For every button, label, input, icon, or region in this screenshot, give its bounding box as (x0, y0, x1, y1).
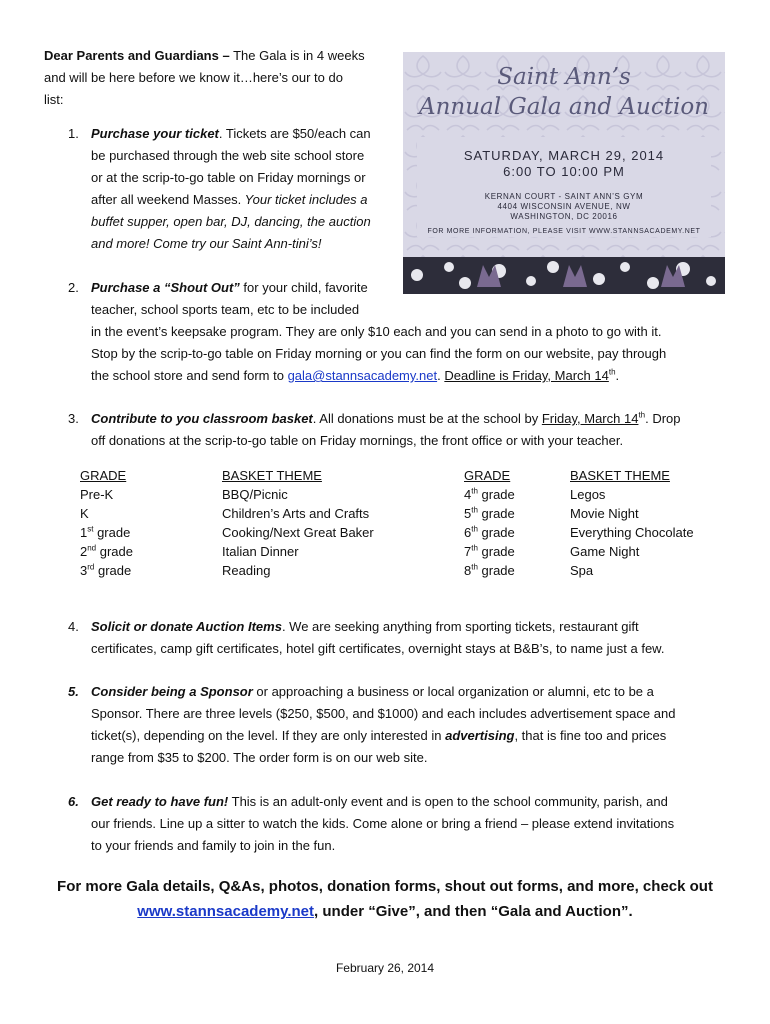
item-6-number: 6. (68, 794, 79, 809)
theme-cell: Spa (570, 563, 594, 578)
item-3-number: 3. (68, 411, 79, 426)
item-4-heading: Solicit or donate Auction Items (91, 619, 282, 634)
deadline-text: Deadline is Friday, March 14 (444, 368, 609, 383)
invitation-card-image (403, 52, 725, 294)
item-1-line-6: and more! Come try our Saint Ann-tini’s! (91, 236, 322, 251)
basket-theme-col-left (222, 466, 374, 580)
item-2-line-3: in the event’s keepsake program. They are only $10 each and you can send in a photo to go with it. (91, 324, 662, 339)
item-5-line-3 (91, 727, 666, 745)
item-6-line-3: to your friends and family to join in the fun. (91, 838, 336, 853)
card-venue: KERNAN COURT - SAINT ANN’S GYM (484, 192, 644, 201)
item-1-text: after all weekend Masses. (91, 192, 242, 207)
grade-cell: Pre-K (80, 487, 114, 502)
grade-cell: K (80, 506, 89, 521)
card-title-line-1: Saint Ann’s (497, 64, 631, 90)
item-1-text: . Tickets are $50/each can (218, 126, 371, 141)
item-4-number: 4. (68, 619, 79, 634)
item-1-line-2: be purchased through the web site school store (91, 148, 365, 163)
theme-cell: Cooking/Next Great Baker (222, 525, 374, 540)
item-2-line-2: teacher, school sports team, etc to be included (91, 302, 360, 317)
item-2-line-1 (91, 279, 368, 297)
item-1-line-4 (91, 191, 368, 209)
item-1-heading: Purchase your ticket (91, 126, 219, 141)
item-1-line-1 (91, 125, 371, 143)
item-2-text: . (437, 368, 445, 383)
drop-off-date: Friday, March 14 (541, 411, 639, 426)
grade-header: GRADE (80, 468, 127, 483)
item-3-text: . All donations must be at the school by (312, 411, 542, 426)
card-info: FOR MORE INFORMATION, PLEASE VISIT WWW.STANNSACADEMY.NET (427, 228, 701, 235)
basket-grade-col-left (80, 466, 133, 580)
intro-line-2: and will be here before we know it…here’s our to do (44, 70, 343, 85)
item-5-line-4: range from $35 to $200. The order form is on our web site. (91, 750, 428, 765)
grade-cell: 6th grade (464, 524, 515, 540)
intro-line-1 (44, 47, 365, 65)
theme-cell: Italian Dinner (222, 544, 299, 559)
grade-cell: 1st grade (80, 524, 131, 540)
intro-line-3: list: (44, 92, 64, 107)
ornament-icon (403, 257, 725, 294)
item-2-line-4: Stop by the scrip-to-go table on Friday morning or you can find the form on our website, pay through (91, 346, 667, 361)
basket-grade-col-right (464, 466, 515, 580)
grade-header: GRADE (464, 468, 511, 483)
item-1-line-5: buffet supper, open bar, DJ, dancing, the auction (91, 214, 371, 229)
footer-text: , under “Give”, and then “Gala and Auction”. (314, 903, 633, 920)
item-4-text: . We are seeking anything from sporting tickets, restaurant gift (281, 619, 639, 634)
item-3-line-2: off donations at the scrip-to-go table on Friday mornings, the front office or with your teacher. (91, 433, 624, 448)
item-4-line-2: certificates, camp gift certificates, hotel gift certificates, overnight stays at B&B’s, to name just a few. (91, 641, 665, 656)
item-2-number: 2. (68, 280, 79, 295)
item-2-text: . (615, 368, 620, 383)
grade-cell: 4th grade (464, 486, 515, 502)
theme-header: BASKET THEME (222, 468, 322, 483)
theme-cell: Movie Night (570, 506, 639, 521)
item-4-line-1 (91, 618, 639, 636)
item-1-italic-text: Your ticket includes a (241, 192, 368, 207)
item-5-text: ticket(s), depending on the level. If they are only interested in (91, 728, 446, 743)
theme-cell: Game Night (570, 544, 640, 559)
theme-cell: Children’s Arts and Crafts (222, 506, 370, 521)
item-1-line-3: or at the scrip-to-go table on Friday mornings or (91, 170, 366, 185)
item-6-line-1 (91, 793, 668, 811)
grade-cell: 3rd grade (80, 562, 132, 578)
item-5-heading: Consider being a Sponsor (91, 684, 253, 699)
theme-cell: Legos (570, 487, 606, 502)
item-6-heading: Get ready to have fun! (91, 794, 229, 809)
gala-email-link[interactable]: gala@stannsacademy.net (287, 368, 438, 383)
grade-cell: 7th grade (464, 543, 515, 559)
card-date: SATURDAY, MARCH 29, 2014 (463, 148, 665, 163)
grade-cell: 2nd grade (80, 543, 134, 559)
theme-cell: Reading (222, 563, 271, 578)
item-6-line-2: our friends. Line up a sitter to watch the kids. Come alone or bring a friend – please extend invitations (91, 816, 675, 831)
item-5-text: or approaching a business or local organization or alumni, etc to be a (252, 684, 654, 699)
theme-header: BASKET THEME (570, 468, 670, 483)
basket-theme-col-right (570, 466, 694, 580)
card-title-line-2: Annual Gala and Auction (418, 94, 709, 120)
grade-cell: 5th grade (464, 505, 515, 521)
intro-text: The Gala is in 4 weeks (229, 48, 365, 63)
card-time: 6:00 TO 10:00 PM (503, 164, 625, 179)
item-6-text: This is an adult-only event and is open to the school community, parish, and (228, 794, 668, 809)
salutation: Dear Parents and Guardians – (44, 48, 230, 63)
document-date: February 26, 2014 (335, 961, 435, 975)
advertising-emphasis: advertising (445, 728, 515, 743)
drop-off-date-sup: th (638, 410, 646, 420)
item-2-heading: Purchase a “Shout Out” (91, 280, 240, 295)
item-5-line-2: Sponsor. There are three levels ($250, $500, and $1000) and each includes advertisement space and (91, 706, 676, 721)
item-3-heading: Contribute to you classroom basket (91, 411, 313, 426)
deadline-sup: th (608, 367, 616, 377)
item-5-number: 5. (68, 684, 79, 699)
card-city: WASHINGTON, DC 20016 (510, 212, 618, 221)
card-address: 4404 WISCONSIN AVENUE, NW (497, 202, 631, 211)
item-5-text: , that is fine too and prices (514, 728, 667, 743)
grade-cell: 8th grade (464, 562, 515, 578)
footer-callout-line-2 (0, 903, 770, 920)
item-2-text: for your child, favorite (239, 280, 368, 295)
item-3-text: . Drop (645, 411, 681, 426)
theme-cell: BBQ/Picnic (222, 487, 288, 502)
website-link[interactable]: www.stannsacademy.net (137, 903, 315, 920)
item-5-line-1 (91, 683, 654, 701)
footer-callout-line-1: For more Gala details, Q&As, photos, donation forms, shout out forms, and more, check out (57, 878, 713, 895)
theme-cell: Everything Chocolate (570, 525, 694, 540)
item-2-text: the school store and send form to (91, 368, 288, 383)
item-2-line-5 (91, 367, 619, 385)
item-1-number: 1. (68, 126, 79, 141)
item-3-line-1 (91, 410, 681, 428)
ornament-band (403, 257, 725, 294)
